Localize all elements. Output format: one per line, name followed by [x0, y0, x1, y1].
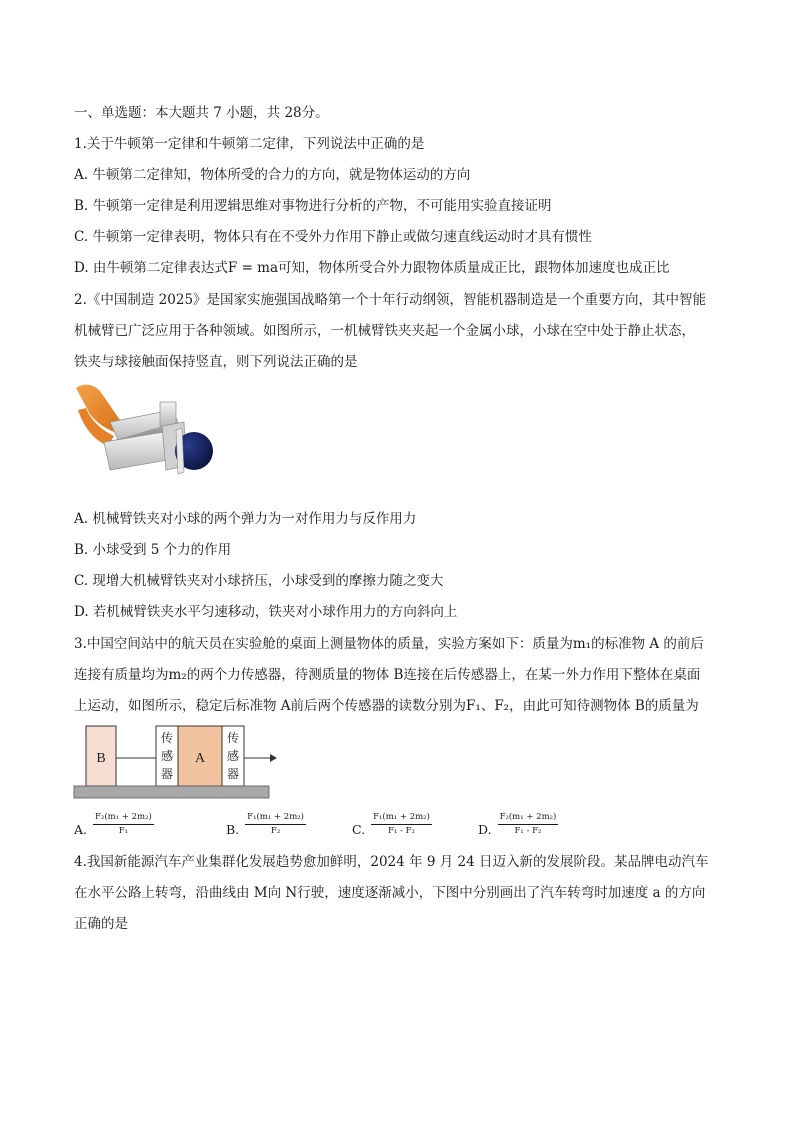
rear-sensor-label [161, 730, 173, 781]
q1-option-a: A. 牛顿第二定律知，物体所受的合力的方向，就是物体运动的方向 [74, 167, 471, 183]
front-sensor-label [227, 730, 239, 781]
svg-text:传: 传 [226, 731, 240, 745]
robot-arm-clamp-figure [74, 380, 224, 490]
q3-stem-line2: 连接有质量均为m₂的两个力传感器，待测质量的物体 B连接在后传感器上，在某一外力作用下整体在桌面 [74, 667, 701, 683]
q3-option-d: D. $\frac{\text{F₂(m₁ + 2m₂)}}{\text{F₁ - F₂}}$ [478, 812, 557, 837]
q2-option-b: B. 小球受到 5 个力的作用 [74, 542, 232, 558]
q3-options [74, 812, 734, 842]
svg-text:器: 器 [160, 767, 174, 781]
svg-text:感: 感 [160, 749, 174, 763]
section-header: 一、单选题：本大题共 7 小题，共 28分。 [74, 105, 329, 121]
svg-text:器: 器 [226, 767, 240, 781]
block-a-label: A [194, 751, 206, 766]
q3-option-a: A. $\frac{\text{F₂(m₁ + 2m₂)}}{\text{F₁}}$ [74, 812, 152, 837]
block-b-label: B [96, 751, 106, 766]
q4-stem-line3: 正确的是 [74, 916, 128, 932]
q1-stem: 1.关于牛顿第一定律和牛顿第二定律，下列说法中正确的是 [74, 136, 425, 152]
q3-stem-line3: 上运动，如图所示，稳定后标准物 A前后两个传感器的读数分别为F₁、F₂，由此可知待测物体 B的质量为 [74, 698, 699, 714]
table-surface [74, 786, 269, 798]
q4-stem-line1: 4.我国新能源汽车产业集群化发展趋势愈加鲜明，2024 年 9 月 24 日迈入新的发展阶段。某品牌电动汽车 [74, 854, 709, 870]
sensor-experiment-figure [72, 722, 282, 802]
q1-option-d: D. 由牛顿第二定律表达式F = ma可知，物体所受合外力跟物体质量成正比，跟物体加速度也成正比 [74, 260, 670, 276]
q2-option-a: A. 机械臂铁夹对小球的两个弹力为一对作用力与反作用力 [74, 511, 417, 527]
q3-stem-line1: 3.中国空间站中的航天员在实验舱的桌面上测量物体的质量，实验方案如下：质量为m₁的标准物 A 的前后 [74, 636, 704, 652]
q2-stem-line2: 机械臂已广泛应用于各种领域。如图所示，一机械臂铁夹夹起一个金属小球，小球在空中处于静止状态， [74, 323, 695, 339]
q1-option-c: C. 牛顿第一定律表明，物体只有在不受外力作用下静止或做匀速直线运动时才具有惯性 [74, 229, 592, 245]
svg-text:感: 感 [226, 749, 240, 763]
q3-option-b: B. $\frac{\text{F₁(m₁ + 2m₂)}}{\text{F₂}}$ [226, 812, 304, 837]
q2-option-c: C. 现增大机械臂铁夹对小球挤压，小球受到的摩擦力随之变大 [74, 573, 444, 589]
q2-stem-line3: 铁夹与球接触面保持竖直，则下列说法正确的是 [74, 354, 358, 370]
svg-text:传: 传 [160, 731, 174, 745]
q2-option-d: D. 若机械臂铁夹水平匀速移动，铁夹对小球作用力的方向斜向上 [74, 604, 458, 620]
force-arrowhead [270, 754, 277, 762]
q3-option-c: C. $\frac{\text{F₁(m₁ + 2m₂)}}{\text{F₁ - F₂}}$ [352, 812, 430, 837]
q2-stem-line1: 2.《中国制造 2025》是国家实施强国战略第一个十年行动纲领，智能机器制造是一个重要方向，其中智能 [74, 292, 707, 308]
q4-stem-line2: 在水平公路上转弯，沿曲线由 M向 N行驶，速度逐渐减小，下图中分别画出了汽车转弯时加速度 a 的方向 [74, 885, 706, 901]
q1-option-b: B. 牛顿第一定律是利用逻辑思维对事物进行分析的产物，不可能用实验直接证明 [74, 198, 552, 214]
